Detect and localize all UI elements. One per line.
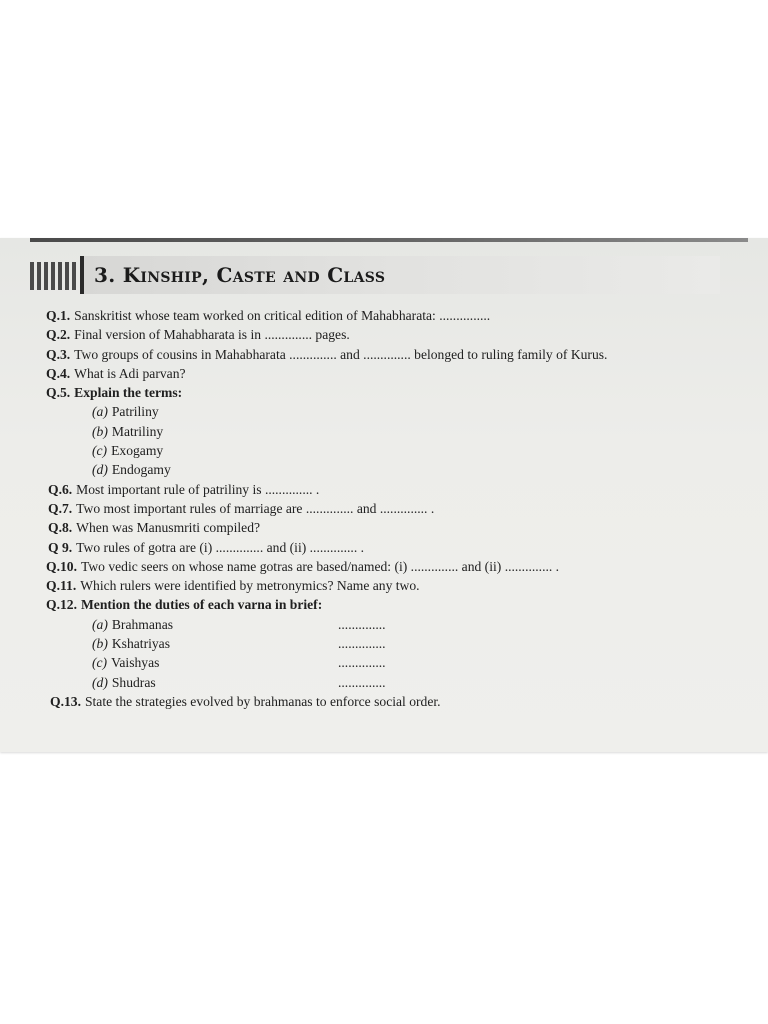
question-text: Two vedic seers on whose name gotras are based/named: (i) .............. and (ii) .............. . [80, 558, 560, 574]
answer-blank: .............. [338, 616, 386, 632]
question-text: Most important rule of patriliny is .............. . [76, 481, 320, 497]
question-11 [46, 576, 746, 595]
item-label: (b) [92, 636, 108, 652]
varna-item [46, 673, 746, 692]
question-8 [46, 518, 746, 537]
question-4 [46, 364, 746, 383]
question-text: When was Manusmriti compiled? [76, 520, 261, 536]
item-label: (d) [92, 462, 108, 478]
varna-item [46, 653, 746, 672]
item-label: (d) [92, 674, 108, 690]
item-label: (c) [92, 655, 108, 671]
term-item [46, 402, 746, 421]
item-text: Vaishyas [111, 655, 160, 671]
question-9 [46, 538, 746, 557]
question-6 [46, 480, 746, 499]
question-text: Mention the duties of each varna in brief: [80, 597, 323, 613]
question-3 [46, 345, 746, 364]
question-number: Q.11. [46, 578, 77, 594]
question-number: Q.12. [46, 597, 77, 613]
item-text: Matriliny [111, 423, 164, 439]
question-1 [46, 306, 746, 325]
varna-item [46, 634, 746, 653]
question-number: Q 9. [48, 539, 73, 555]
question-number: Q.7. [48, 500, 73, 516]
item-label: (a) [92, 616, 108, 632]
question-text: State the strategies evolved by brahmanas to enforce social order. [84, 693, 441, 709]
question-text: Explain the terms: [74, 385, 183, 401]
question-2 [46, 325, 746, 344]
answer-blank: .............. [338, 655, 386, 671]
question-12 [46, 595, 746, 614]
question-13 [46, 692, 746, 711]
question-list [46, 306, 746, 711]
question-number: Q.1. [46, 308, 71, 323]
item-text: Exogamy [111, 443, 164, 459]
varna-item [46, 615, 746, 634]
item-text: Endogamy [111, 462, 171, 478]
item-text: Shudras [111, 674, 156, 690]
item-label: (b) [92, 423, 108, 439]
item-text: Patriliny [111, 404, 159, 420]
worksheet-paper [0, 238, 768, 752]
item-text: Brahmanas [111, 616, 174, 632]
chapter-header [30, 256, 748, 296]
question-text: Sanskritist whose team worked on critical edition of Mahabharata: ............... [74, 308, 491, 323]
answer-blank: .............. [338, 674, 386, 690]
item-label: (c) [92, 443, 108, 459]
question-text: Two rules of gotra are (i) .............. and (ii) .............. . [76, 539, 365, 555]
question-text: Which rulers were identified by metronymics? Name any two. [80, 578, 420, 594]
question-number: Q.5. [46, 385, 71, 401]
question-number: Q.6. [48, 481, 73, 497]
question-number: Q.13. [50, 693, 81, 709]
question-number: Q.3. [46, 346, 71, 362]
item-label: (a) [92, 404, 108, 420]
question-text: Two most important rules of marriage are .............. and .............. . [76, 500, 435, 516]
question-10 [46, 557, 746, 576]
question-number: Q.4. [46, 365, 71, 381]
question-number: Q.10. [46, 558, 77, 574]
term-item [46, 422, 746, 441]
question-number: Q.2. [46, 327, 71, 343]
question-text: Final version of Mahabharata is in .............. pages. [74, 327, 350, 343]
question-text: Two groups of cousins in Mahabharata .............. and .............. belonged to ruling family of Kurus. [74, 346, 608, 362]
decorative-stripes [30, 262, 76, 290]
question-number: Q.8. [48, 520, 73, 536]
item-text: Kshatriyas [111, 636, 170, 652]
term-item [46, 460, 746, 479]
term-item [46, 441, 746, 460]
question-text: What is Adi parvan? [74, 365, 186, 381]
question-7 [46, 499, 746, 518]
answer-blank: .............. [338, 636, 386, 652]
title-box [80, 256, 720, 294]
chapter-title: 3. Kinship, Caste and Class [94, 263, 386, 287]
top-border-line [30, 238, 748, 242]
question-5 [46, 383, 746, 402]
